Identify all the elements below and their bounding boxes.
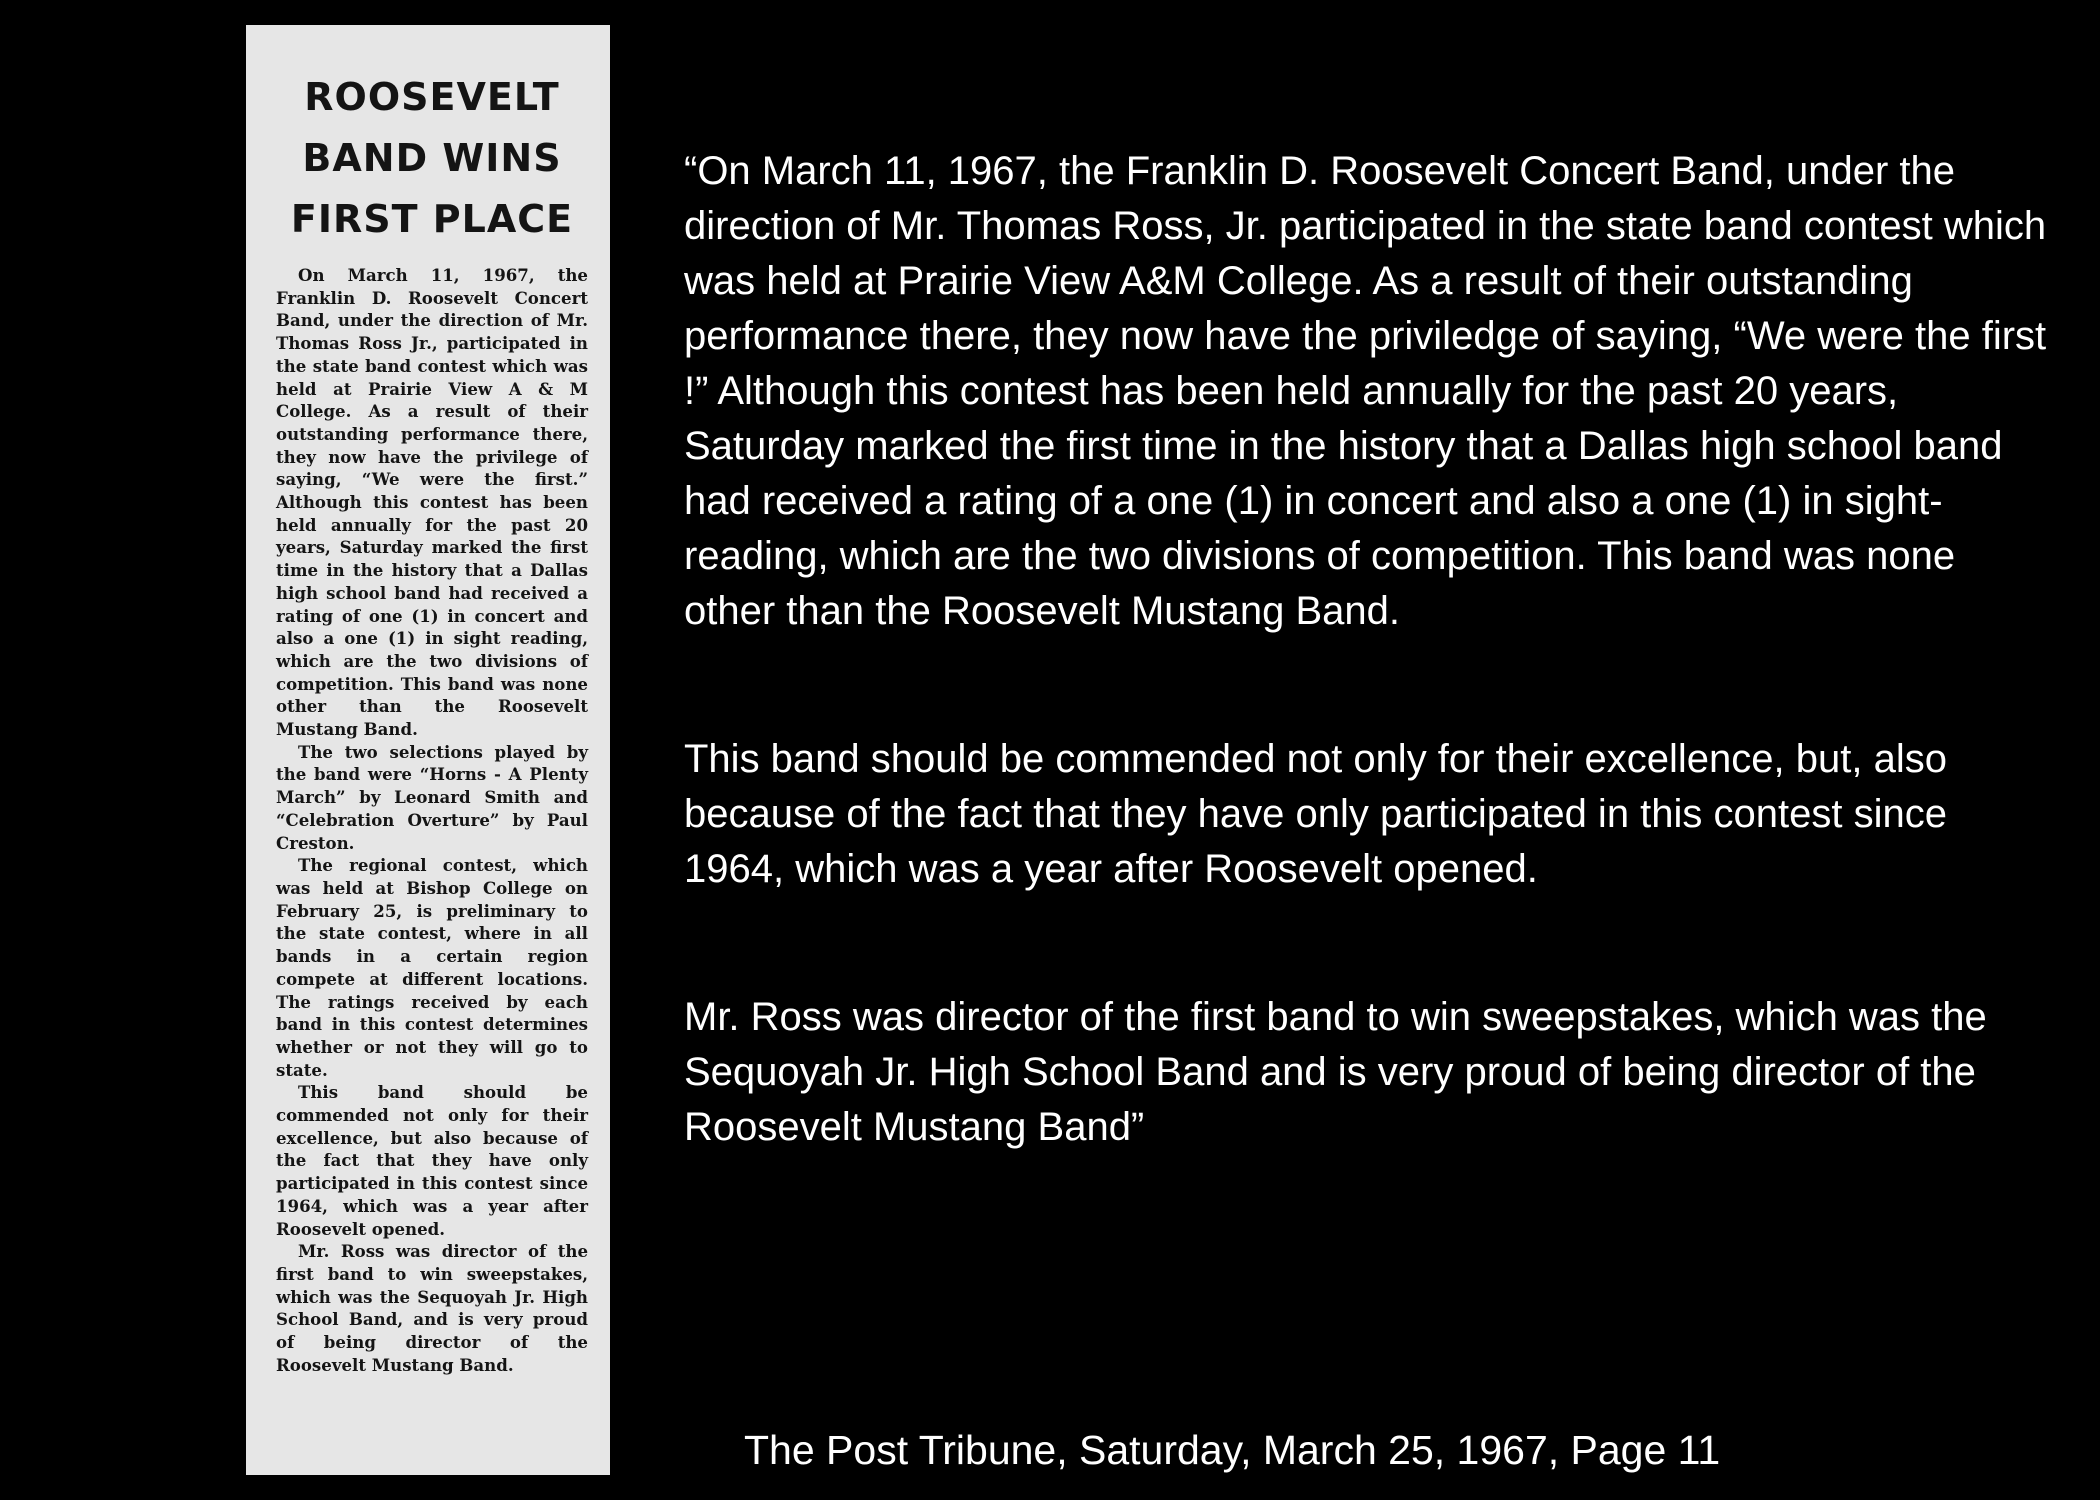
clipping-headline — [276, 67, 588, 250]
clipping-body — [276, 264, 588, 1376]
clipping-paragraph: The regional contest, which was held at Bishop College on February 25, is preliminary to the state contest, where in all bands in a certain region compete at different locations. The ratings received by each band in this contest determines whether or not they will go to state. — [276, 855, 588, 1080]
clipping-paragraph: On March 11, 1967, the Franklin D. Roosevelt Concert Band, under the direction of Mr. Thomas Ross Jr., participated in the state band contest which was held at Prairie View A & M College. As a result of their outstanding performance there, they now have the privilege of saying, “We were the first.” Although this contest has been held annually for the past 20 years, Saturday marked the first time in the history that a Dallas high school band had received a rating of one (1) in concert and also a one (1) in sight reading, which are the two divisions of competition. This band was none other than the Roosevelt Mustang Band. — [276, 265, 588, 740]
source-caption: The Post Tribune, Saturday, March 25, 1967, Page 11 — [744, 1427, 1721, 1473]
clipping-headline-line: ROOSEVELT — [304, 75, 560, 119]
transcribed-quote — [684, 144, 2054, 1155]
newspaper-clipping — [246, 25, 610, 1475]
clipping-headline-line: FIRST PLACE — [290, 197, 574, 241]
clipping-paragraph: The two selections played by the band were “Horns - A Plenty March” by Leonard Smith and “Celebration Overture” by Paul Creston. — [276, 741, 588, 853]
clipping-headline-line: BAND WINS — [302, 136, 562, 180]
clipping-paragraph: Mr. Ross was director of the first band to win sweepstakes, which was the Sequoyah Jr. High School Band, and is very proud of being director of the Roosevelt Mustang Band. — [276, 1241, 588, 1375]
quote-paragraph: Mr. Ross was director of the first band to win sweepstakes, which was the Sequoyah Jr. High School Band and is very proud of being director of the Roosevelt Mustang Band” — [684, 995, 1987, 1149]
quote-paragraph: This band should be commended not only for their excellence, but, also because of the fact that they have only participated in this contest since 1964, which was a year after Roosevelt opened. — [684, 737, 1947, 891]
clipping-paragraph: This band should be commended not only for their excellence, but also because of the fact that they have only participated in this contest since 1964, which was a year after Roosevelt opened. — [276, 1082, 588, 1239]
quote-paragraph: “On March 11, 1967, the Franklin D. Roosevelt Concert Band, under the direction of Mr. Thomas Ross, Jr. participated in the state band contest which was held at Prairie View A&M College. As a result of their outstanding performance there, they now have the priviledge of saying, “We were the first !” Although this contest has been held annually for the past 20 years, Saturday marked the first time in the history that a Dallas high school band had received a rating of a one (1) in concert and also a one (1) in sight-reading, which are the two divisions of competition. This band was none other than the Roosevelt Mustang Band. — [684, 149, 2047, 633]
